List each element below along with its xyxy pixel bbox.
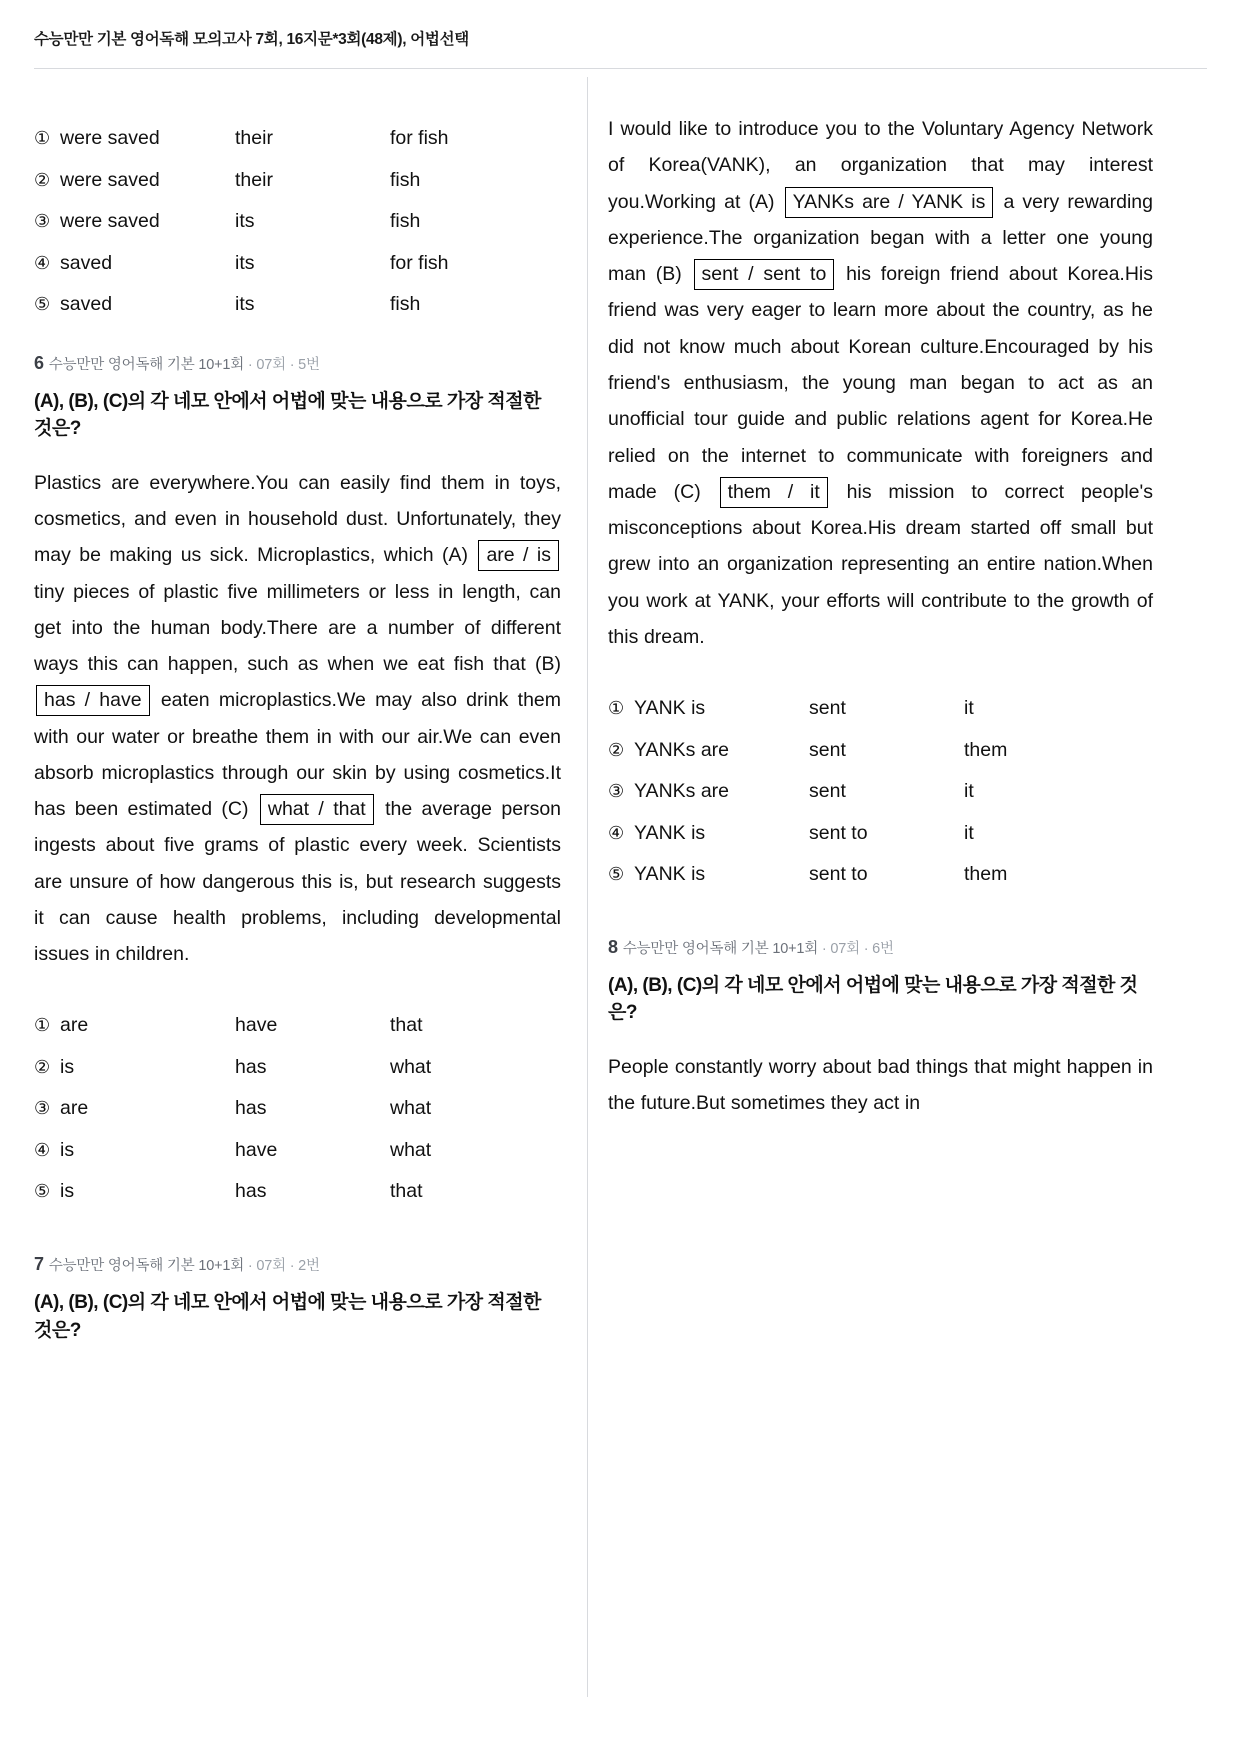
question-reference: · 07회 · 2번 bbox=[247, 1257, 320, 1274]
choice-col-b: their bbox=[235, 127, 273, 150]
choice-row[interactable] bbox=[608, 782, 1153, 802]
choice-col-c: them bbox=[964, 863, 1008, 886]
question-8 bbox=[608, 937, 1153, 1122]
question-source: 수능만만 영어독해 기본 10+1회 bbox=[48, 1257, 245, 1274]
choice-row[interactable] bbox=[34, 1138, 561, 1161]
choice-row[interactable] bbox=[34, 1099, 561, 1119]
passage-segment: eaten microplastics.We may also drink them with our water or breathe them in with our air.We can even absorb microplastics through our skin by using cosmetics.It has been estimated (C) bbox=[34, 689, 561, 821]
choice-number: ① bbox=[608, 698, 625, 719]
question-6-meta bbox=[34, 353, 561, 374]
choice-col-c: fish bbox=[390, 210, 421, 233]
choice-col-b: sent bbox=[809, 780, 846, 803]
choice-col-b: have bbox=[235, 1014, 278, 1037]
choice-col-a: are bbox=[60, 1014, 89, 1037]
question-7-choices bbox=[608, 699, 1153, 885]
choice-col-c: what bbox=[390, 1055, 432, 1078]
choice-col-c: fish bbox=[390, 293, 421, 316]
choice-row[interactable] bbox=[34, 1055, 561, 1078]
choice-number: ③ bbox=[34, 211, 51, 232]
choice-row[interactable] bbox=[608, 865, 1153, 885]
choice-number: ② bbox=[34, 1056, 51, 1077]
choice-row[interactable] bbox=[34, 212, 561, 232]
choice-col-b: sent to bbox=[809, 821, 868, 844]
question-6-prompt: (A), (B), (C)의 각 네모 안에서 어법에 맞는 내용으로 가장 적절한 것은? bbox=[34, 390, 541, 440]
boxed-option-b[interactable]: sent / sent to bbox=[694, 259, 835, 290]
passage-segment: tiny pieces of plastic five millimeters or less in length, can get into the human body.There are a number of different ways this can happen, such as when we eat fish that (B) bbox=[34, 580, 561, 676]
boxed-option-a[interactable]: YANKs are / YANK is bbox=[785, 187, 994, 218]
passage-segment: the average person ingests about five grams of plastic every week. Scientists are unsure of how dangerous this is, but research suggests it can cause health problems, including developmental issues in children. bbox=[34, 798, 562, 966]
question-7-meta bbox=[34, 1254, 561, 1275]
choice-row[interactable] bbox=[608, 699, 1153, 719]
question-8-prompt: (A), (B), (C)의 각 네모 안에서 어법에 맞는 내용으로 가장 적절한 것은? bbox=[608, 974, 1138, 1024]
boxed-option-c[interactable]: what / that bbox=[260, 794, 374, 825]
choice-col-a: YANK is bbox=[634, 821, 706, 844]
choice-col-c: for fish bbox=[390, 127, 449, 150]
choice-number: ④ bbox=[34, 252, 51, 273]
choice-col-c: fish bbox=[390, 168, 421, 191]
choice-number: ⑤ bbox=[608, 864, 625, 885]
choice-row[interactable] bbox=[34, 295, 561, 315]
choice-col-c: what bbox=[390, 1097, 432, 1120]
choice-col-b: sent bbox=[809, 697, 846, 720]
document-header bbox=[0, 0, 1241, 69]
choice-col-a: is bbox=[60, 1138, 75, 1161]
choice-col-a: are bbox=[60, 1097, 89, 1120]
choice-col-b: has bbox=[235, 1097, 267, 1120]
choice-row[interactable] bbox=[34, 129, 561, 149]
question-number: 6 bbox=[34, 352, 44, 373]
choice-number: ① bbox=[34, 1015, 51, 1036]
page-title: 수능만만 기본 영어독해 모의고사 7회, 16지문*3회(48제), 어법선택 bbox=[34, 31, 469, 48]
choice-col-c: that bbox=[390, 1180, 423, 1203]
choice-col-a: YANK is bbox=[634, 863, 706, 886]
passage-segment: his mission to correct people's misconceptions about Korea.His dream started off small but grew into an organization representing an entire nation.When you work at YANK, your efforts will contribute to the growth of this dream. bbox=[608, 480, 1153, 648]
choice-col-c: it bbox=[964, 697, 974, 720]
question-source: 수능만만 영어독해 기본 10+1회 bbox=[622, 940, 819, 957]
question-6-passage bbox=[34, 465, 561, 973]
choice-col-b: has bbox=[235, 1180, 267, 1203]
two-column-body bbox=[0, 69, 1241, 1697]
boxed-option-c[interactable]: them / it bbox=[720, 477, 828, 508]
question-7-passage bbox=[608, 111, 1153, 655]
passage-segment: I would like to introduce you to the Voluntary Agency Network of Korea(VANK), an organization that may interest you.Working at (A) bbox=[608, 118, 1153, 213]
choice-row[interactable] bbox=[34, 1182, 561, 1202]
question-8-meta bbox=[608, 937, 1153, 958]
choice-col-a: were saved bbox=[60, 168, 160, 191]
choice-col-b: its bbox=[235, 293, 255, 316]
choice-row[interactable] bbox=[608, 738, 1153, 761]
choice-col-b: sent bbox=[809, 738, 846, 761]
column-divider bbox=[587, 77, 588, 1697]
choice-col-a: were saved bbox=[60, 127, 160, 150]
question-number: 8 bbox=[608, 936, 618, 957]
choice-number: ③ bbox=[34, 1098, 51, 1119]
choice-col-a: saved bbox=[60, 293, 113, 316]
choice-row[interactable] bbox=[34, 1016, 561, 1036]
question-number: 7 bbox=[34, 1253, 44, 1274]
question-6 bbox=[34, 353, 561, 1202]
question-7-prompt: (A), (B), (C)의 각 네모 안에서 어법에 맞는 내용으로 가장 적절한 것은? bbox=[34, 1291, 541, 1341]
choice-number: ② bbox=[608, 739, 625, 760]
boxed-option-b[interactable]: has / have bbox=[36, 685, 150, 716]
choice-col-c: what bbox=[390, 1138, 432, 1161]
left-column bbox=[34, 69, 579, 1697]
choice-col-b: its bbox=[235, 210, 255, 233]
choice-col-c: them bbox=[964, 738, 1008, 761]
question-reference: · 07회 · 5번 bbox=[247, 356, 320, 373]
choice-number: ④ bbox=[608, 822, 625, 843]
choice-col-a: saved bbox=[60, 251, 113, 274]
choice-col-a: YANKs are bbox=[634, 738, 730, 761]
choice-col-c: that bbox=[390, 1014, 423, 1037]
choice-col-b: have bbox=[235, 1138, 278, 1161]
passage-segment: his foreign friend about Korea.His friend was very eager to learn more about the country, as he did not know much about Korean culture.Encouraged by his friend's enthusiasm, the young man began to act as an unofficial tour guide and public relations agent for Korea.He relied on the internet to communicate with foreigners and made (C) bbox=[608, 263, 1153, 503]
choice-row[interactable] bbox=[608, 821, 1153, 844]
question-source: 수능만만 영어독해 기본 10+1회 bbox=[48, 356, 245, 373]
choice-col-c: it bbox=[964, 780, 974, 803]
choice-col-a: were saved bbox=[60, 210, 160, 233]
passage-segment: a very rewarding experience.The organization began with a letter one young man (B) bbox=[608, 190, 1153, 286]
choice-number: ④ bbox=[34, 1139, 51, 1160]
choice-col-b: sent to bbox=[809, 863, 868, 886]
question-8-passage: People constantly worry about bad things that might happen in the future.But sometimes they act in bbox=[608, 1055, 1153, 1114]
choice-col-a: YANKs are bbox=[634, 780, 730, 803]
choice-col-a: is bbox=[60, 1055, 75, 1078]
choice-row[interactable] bbox=[34, 251, 561, 274]
choice-col-a: is bbox=[60, 1180, 75, 1203]
choice-number: ③ bbox=[608, 781, 625, 802]
question-6-choices bbox=[34, 1016, 561, 1202]
right-column bbox=[608, 69, 1153, 1697]
question-7 bbox=[34, 1254, 561, 1344]
choice-number: ⑤ bbox=[34, 294, 51, 315]
choice-col-a: YANK is bbox=[634, 697, 706, 720]
passage-segment: Plastics are everywhere.You can easily find them in toys, cosmetics, and even in household dust. Unfortunately, they may be making us sick. Microplastics, which (A) bbox=[34, 471, 561, 567]
choice-row[interactable] bbox=[34, 168, 561, 191]
choice-col-c: for fish bbox=[390, 251, 449, 274]
choice-number: ⑤ bbox=[34, 1181, 51, 1202]
question-reference: · 07회 · 6번 bbox=[821, 940, 894, 957]
choice-number: ① bbox=[34, 128, 51, 149]
choice-number: ② bbox=[34, 169, 51, 190]
choice-col-b: its bbox=[235, 251, 255, 274]
boxed-option-a[interactable]: are / is bbox=[478, 540, 559, 571]
choice-col-b: has bbox=[235, 1055, 267, 1078]
choice-col-c: it bbox=[964, 821, 974, 844]
choice-col-b: their bbox=[235, 168, 273, 191]
previous-question-choices bbox=[34, 129, 561, 315]
